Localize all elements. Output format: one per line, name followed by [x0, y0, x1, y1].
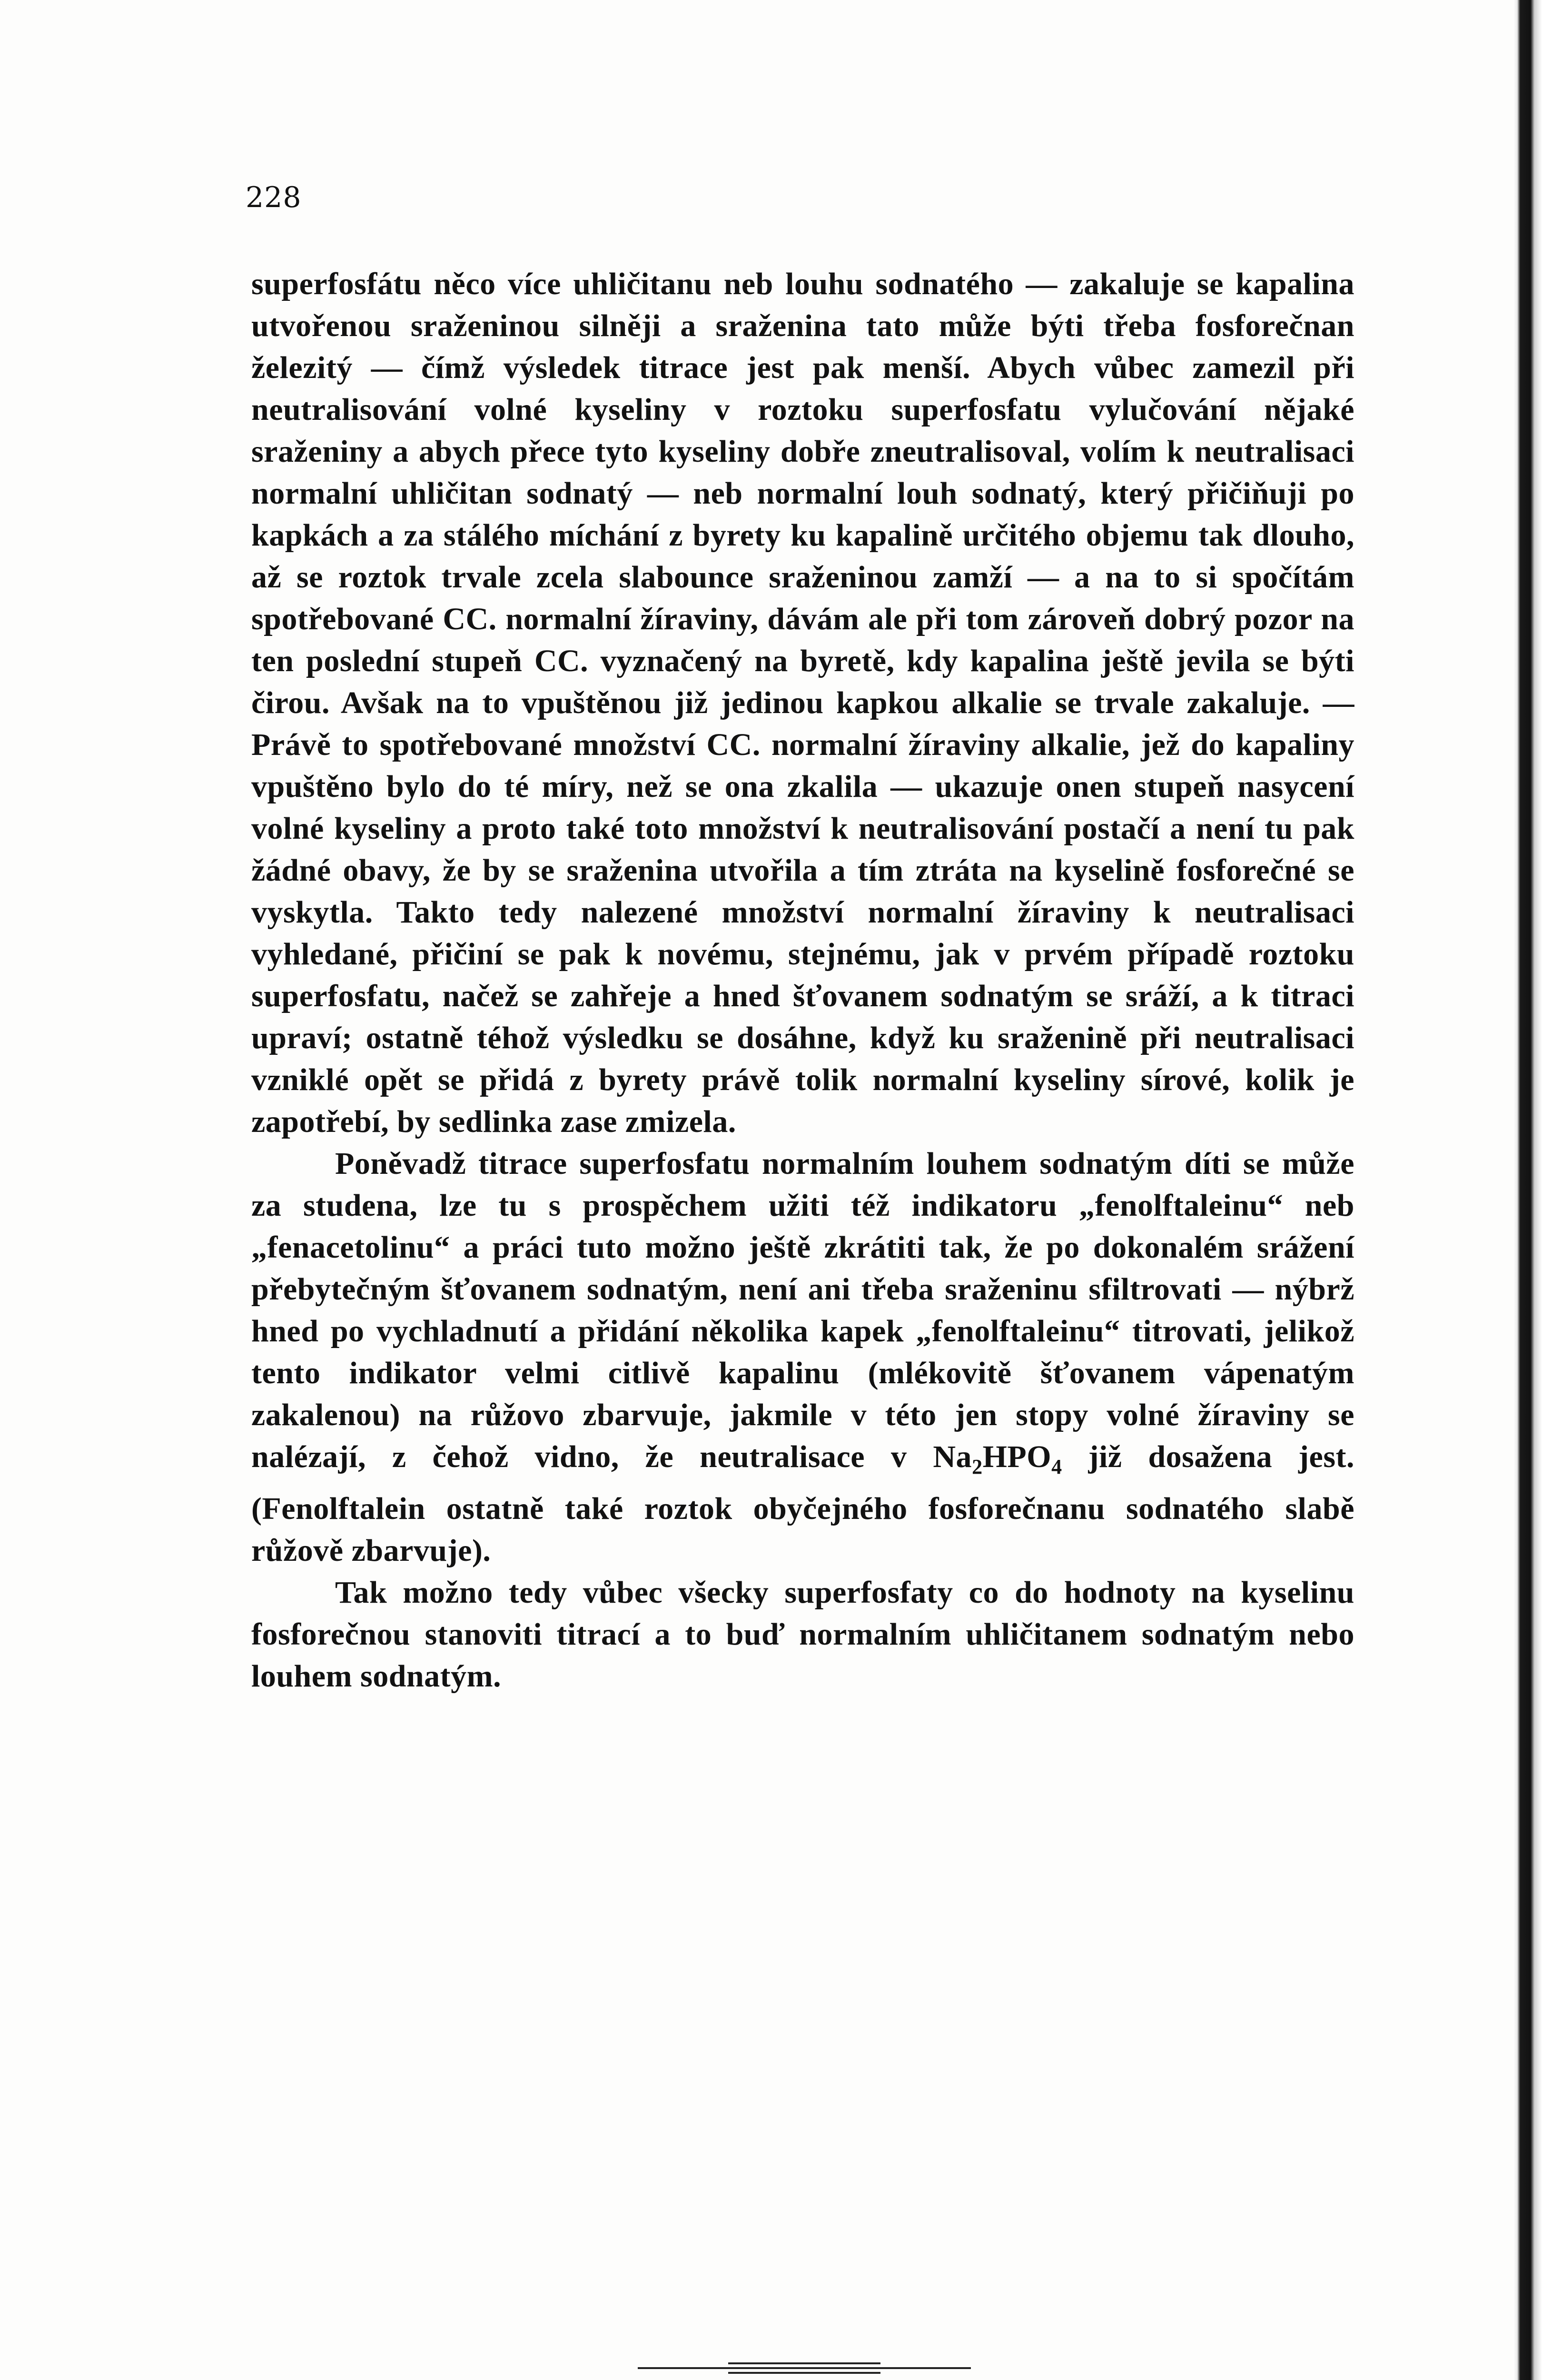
body-text — [251, 263, 1354, 1697]
subscript-2: 2 — [972, 1455, 983, 1479]
section-end-ornament — [638, 2359, 971, 2378]
formula-hpo: HPO — [982, 1439, 1052, 1474]
paragraph-2 — [251, 1143, 1354, 1572]
subscript-4: 4 — [1051, 1455, 1062, 1479]
ornament-line-upper — [728, 2362, 880, 2364]
paragraph-3 — [251, 1572, 1354, 1697]
paragraph-1 — [251, 263, 1354, 1143]
ornament-line-lower — [728, 2372, 880, 2374]
page-binding-edge — [1513, 0, 1542, 2380]
paragraph-2-text-end: již dosažena jest. (Fenolftalein ostatně také roztok obyčejného fosforečnanu sodnatého slabě růžově zbarvuje). — [251, 1439, 1354, 1568]
paragraph-2-text-start: Poněvadž titrace superfosfatu normalním louhem sodnatým díti se může za studena, lze tu s prospěchem užiti též indikatoru „fenolftaleinu“ neb „fenacetolinu“ a práci tuto možno ještě zkrátiti tak, že po dokonalém srážení přebytečným šťovanem sodnatým, není ani třeba sraženinu sfiltrovati — nýbrž hned po vychladnutí a přidání několika kapek „fenolftaleinu“ titrovati, jelikož tento indikator velmi citlivě kapalinu (mlékovitě šťovanem vápenatým zakalenou) na růžovo zbarvuje, jakmile v této jen stopy volné žíraviny se nalézají, z čehož vidno, že neutralisace v Na — [251, 1146, 1354, 1474]
page-number: 228 — [246, 181, 302, 214]
paragraph-3-text: Tak možno tedy vůbec všecky superfosfaty co do hodnoty na kyselinu fosforečnou stanoviti titrací a to buď normalním uhličitanem sodnatým nebo louhem sodnatým. — [251, 1575, 1354, 1694]
paragraph-1-text: superfosfátu něco více uhličitanu neb louhu sodnatého — zakaluje se kapalina utvořenou sraženinou silněji a sraženina tato může býti třeba fosforečnan železitý — čímž výsledek titrace jest pak menší. Abych vůbec zamezil při neutralisování volné kyseliny v roztoku superfosfatu vylučování nějaké sraženiny a abych přece tyto kyseliny dobře zneutralisoval, volím k neutralisaci normalní uhličitan sodnatý — neb normalní louh sodnatý, který přičiňuji po kapkách a za stálého míchání z byrety ku kapalině určitého objemu tak dlouho, až se roztok trvale zcela slabounce sraženinou zamží — a na to si spočítám spotřebované CC. normalní žíraviny, dávám ale při tom zároveň dobrý pozor na ten poslední stupeň CC. vyznačený na byretě, kdy kapalina ještě jevila se býti čirou. Avšak na to vpuštěnou již jedinou kapkou alkalie se trvale zakaluje. — Právě to spotřebované množství CC. normalní žíraviny alkalie, jež do kapaliny vpuštěno bylo do té míry, než se ona zkalila — ukazuje onen stupeň nasycení volné kyseliny a proto také toto množství k neutralisování postačí a není tu pak žádné obavy, že by se sraženina utvořila a tím ztráta na kyselině fosforečné se vyskytla. Takto tedy nalezené množství normalní žíraviny k neutralisaci vyhledané, přičiní se pak k novému, stejnému, jak v prvém případě roztoku superfosfatu, načež se zahřeje a hned šťovanem sodnatým se sráží, a k titraci upraví; ostatně téhož výsledku se dosáhne, když ku sraženině při neutralisaci vzniklé opět se přidá z byrety právě tolik normalní kyseliny sírové, kolik je zapotřebí, by sedlinka zase zmizela. — [251, 267, 1354, 1139]
ornament-line-long — [638, 2367, 971, 2369]
